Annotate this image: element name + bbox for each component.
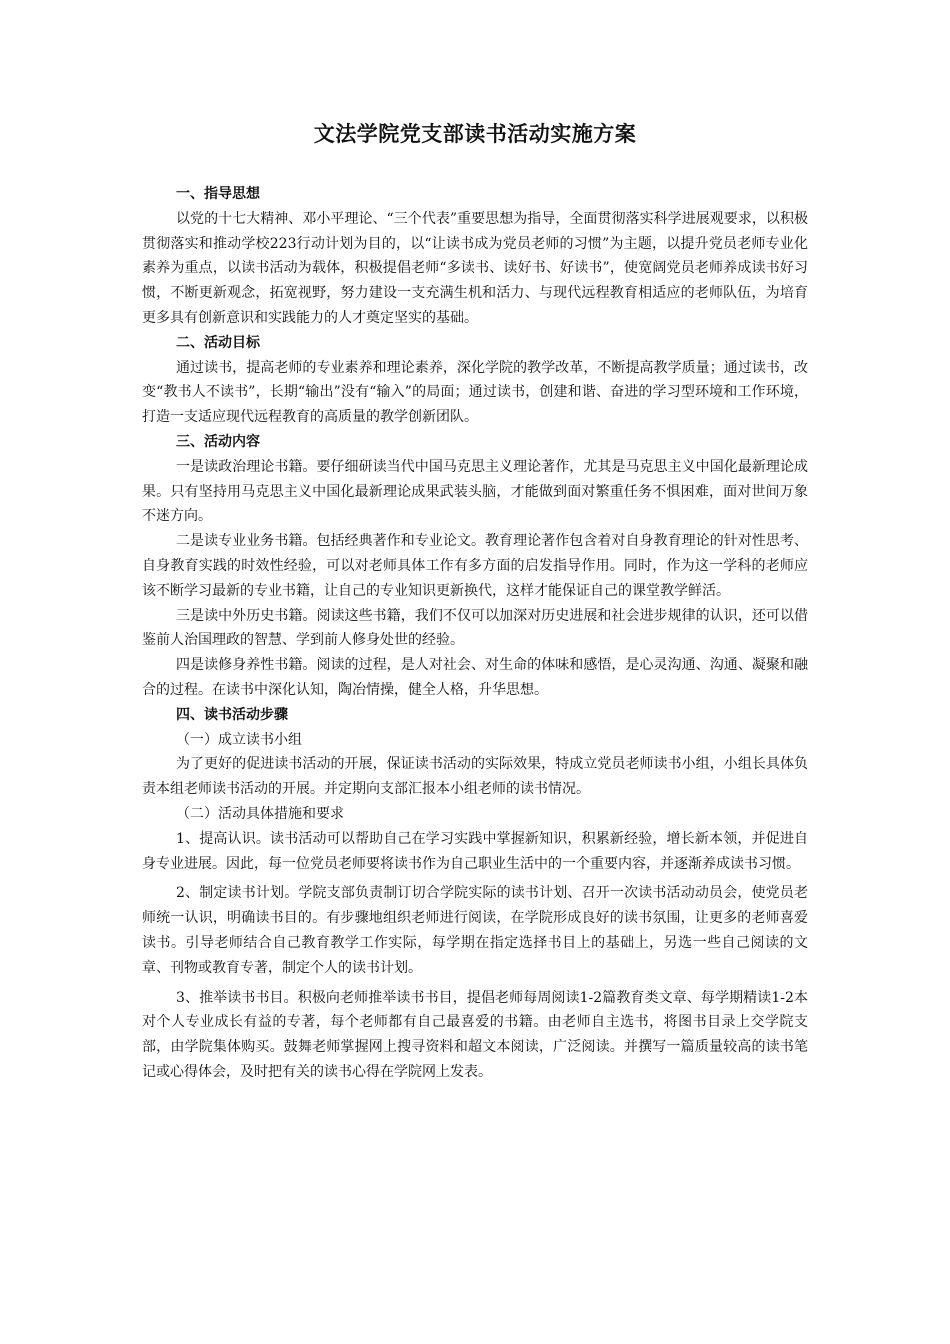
section-heading-reading-steps: 四、读书活动步骤 [176, 706, 288, 723]
subsection-heading-measures: （二）活动具体措施和要求 [176, 805, 344, 822]
paragraph: 以党的十七大精神、邓小平理论、“三个代表”重要思想为指导，全面贯彻落实科学进展观要求，以积极贯彻落实和推动学校223行动计划为目的，以“让读书成为党员老师的习惯”为主题，以提升党员老师专业化素养为重点，以读书活动为载体，积极提倡老师“多读书、读好书、好读书”，使宽阔党员老师养成读书好习惯，不断更新观念，拓宽视野，努力建设一支充满生机和活力、与现代远程教育相适应的老师队伍，为培育更多具有创新意识和实践能力的人才奠定坚实的基础。 [142, 210, 808, 326]
paragraph: 三是读中外历史书籍。阅读这些书籍，我们不仅可以加深对历史进展和社会进步规律的认识，还可以借鉴前人治国理政的智慧、学到前人修身处世的经验。 [142, 607, 808, 649]
paragraph: 四是读修身养性书籍。阅读的过程，是人对社会、对生命的体味和感悟，是心灵沟通、沟通、凝聚和融合的过程。在读书中深化认知，陶冶情操，健全人格，升华思想。 [142, 657, 808, 698]
paragraph: 一是读政治理论书籍。要仔细研读当代中国马克思主义理论著作，尤其是马克思主义中国化最新理论成果。只有坚持用马克思主义中国化最新理论成果武装头脑，才能做到面对繁重任务不惧困难，面对世间万象不迷方向。 [142, 458, 808, 525]
list-item: 2、制定读书计划。学院支部负责制订切合学院实际的读书计划、召开一次读书活动动员会，使党员老师统一认识，明确读书目的。有步骤地组织老师进行阅读，在学院形成良好的读书氛围，让更多的老师喜爱读书。引导老师结合自己教育教学工作实际，每学期在指定选择书目上的基础上，另选一些自己阅读的文章、刊物或教育专著，制定个人的读书计划。 [142, 885, 808, 976]
subsection-heading-reading-group: （一）成立读书小组 [176, 731, 302, 748]
paragraph: 二是读专业业务书籍。包括经典著作和专业论文。教育理论著作包含着对自身教育理论的针对性思考、自身教育实践的时效性经验，可以对老师具体工作有多方面的启发指导作用。同时，作为这一学科的老师应该不断学习最新的专业书籍，让自己的专业知识更新换代，这样才能保证自己的课堂教学鲜活。 [142, 533, 808, 599]
section-heading-guiding-ideology: 一、指导思想 [176, 186, 260, 202]
paragraph: 为了更好的促进读书活动的开展，保证读书活动的实际效果，特成立党员老师读书小组，小组长具体负责本组老师读书活动的开展。并定期向支部汇报本小组老师的读书情况。 [142, 756, 808, 798]
section-heading-activity-goals: 二、活动目标 [176, 334, 260, 351]
list-item: 3、推举读书书目。积极向老师推举读书书目，提倡老师每周阅读1-2篇教育类文章、每学期精读1-2本对个人专业成长有益的专著，每个老师都有自己最喜爱的书籍。由老师自主选书，将图书目录上交学院支部，由学院集体购买。鼓舞老师掌握网上搜寻资料和超文本阅读，广泛阅读。并撰写一篇质量较高的读书笔记或心得体会，及时把有关的读书心得在学院网上发表。 [142, 989, 808, 1080]
section-heading-activity-content: 三、活动内容 [176, 433, 260, 450]
paragraph: 通过读书，提高老师的专业素养和理论素养，深化学院的教学改革，不断提高教学质量；通过读书，改变“教书人不读书”，长期“输出”没有“输入”的局面；通过读书，创建和谐、奋进的学习型环境和工作环境，打造一支适应现代远程教育的高质量的教学创新团队。 [142, 359, 808, 426]
list-item: 1、提高认识。读书活动可以帮助自己在学习实践中掌握新知识，积累新经验，增长新本领，并促进自身专业进展。因此，每一位党员老师要将读书作为自己职业生活中的一个重要内容，并逐渐养成读书习惯。 [142, 830, 808, 872]
document-title: 文法学院党支部读书活动实施方案 [313, 122, 637, 146]
